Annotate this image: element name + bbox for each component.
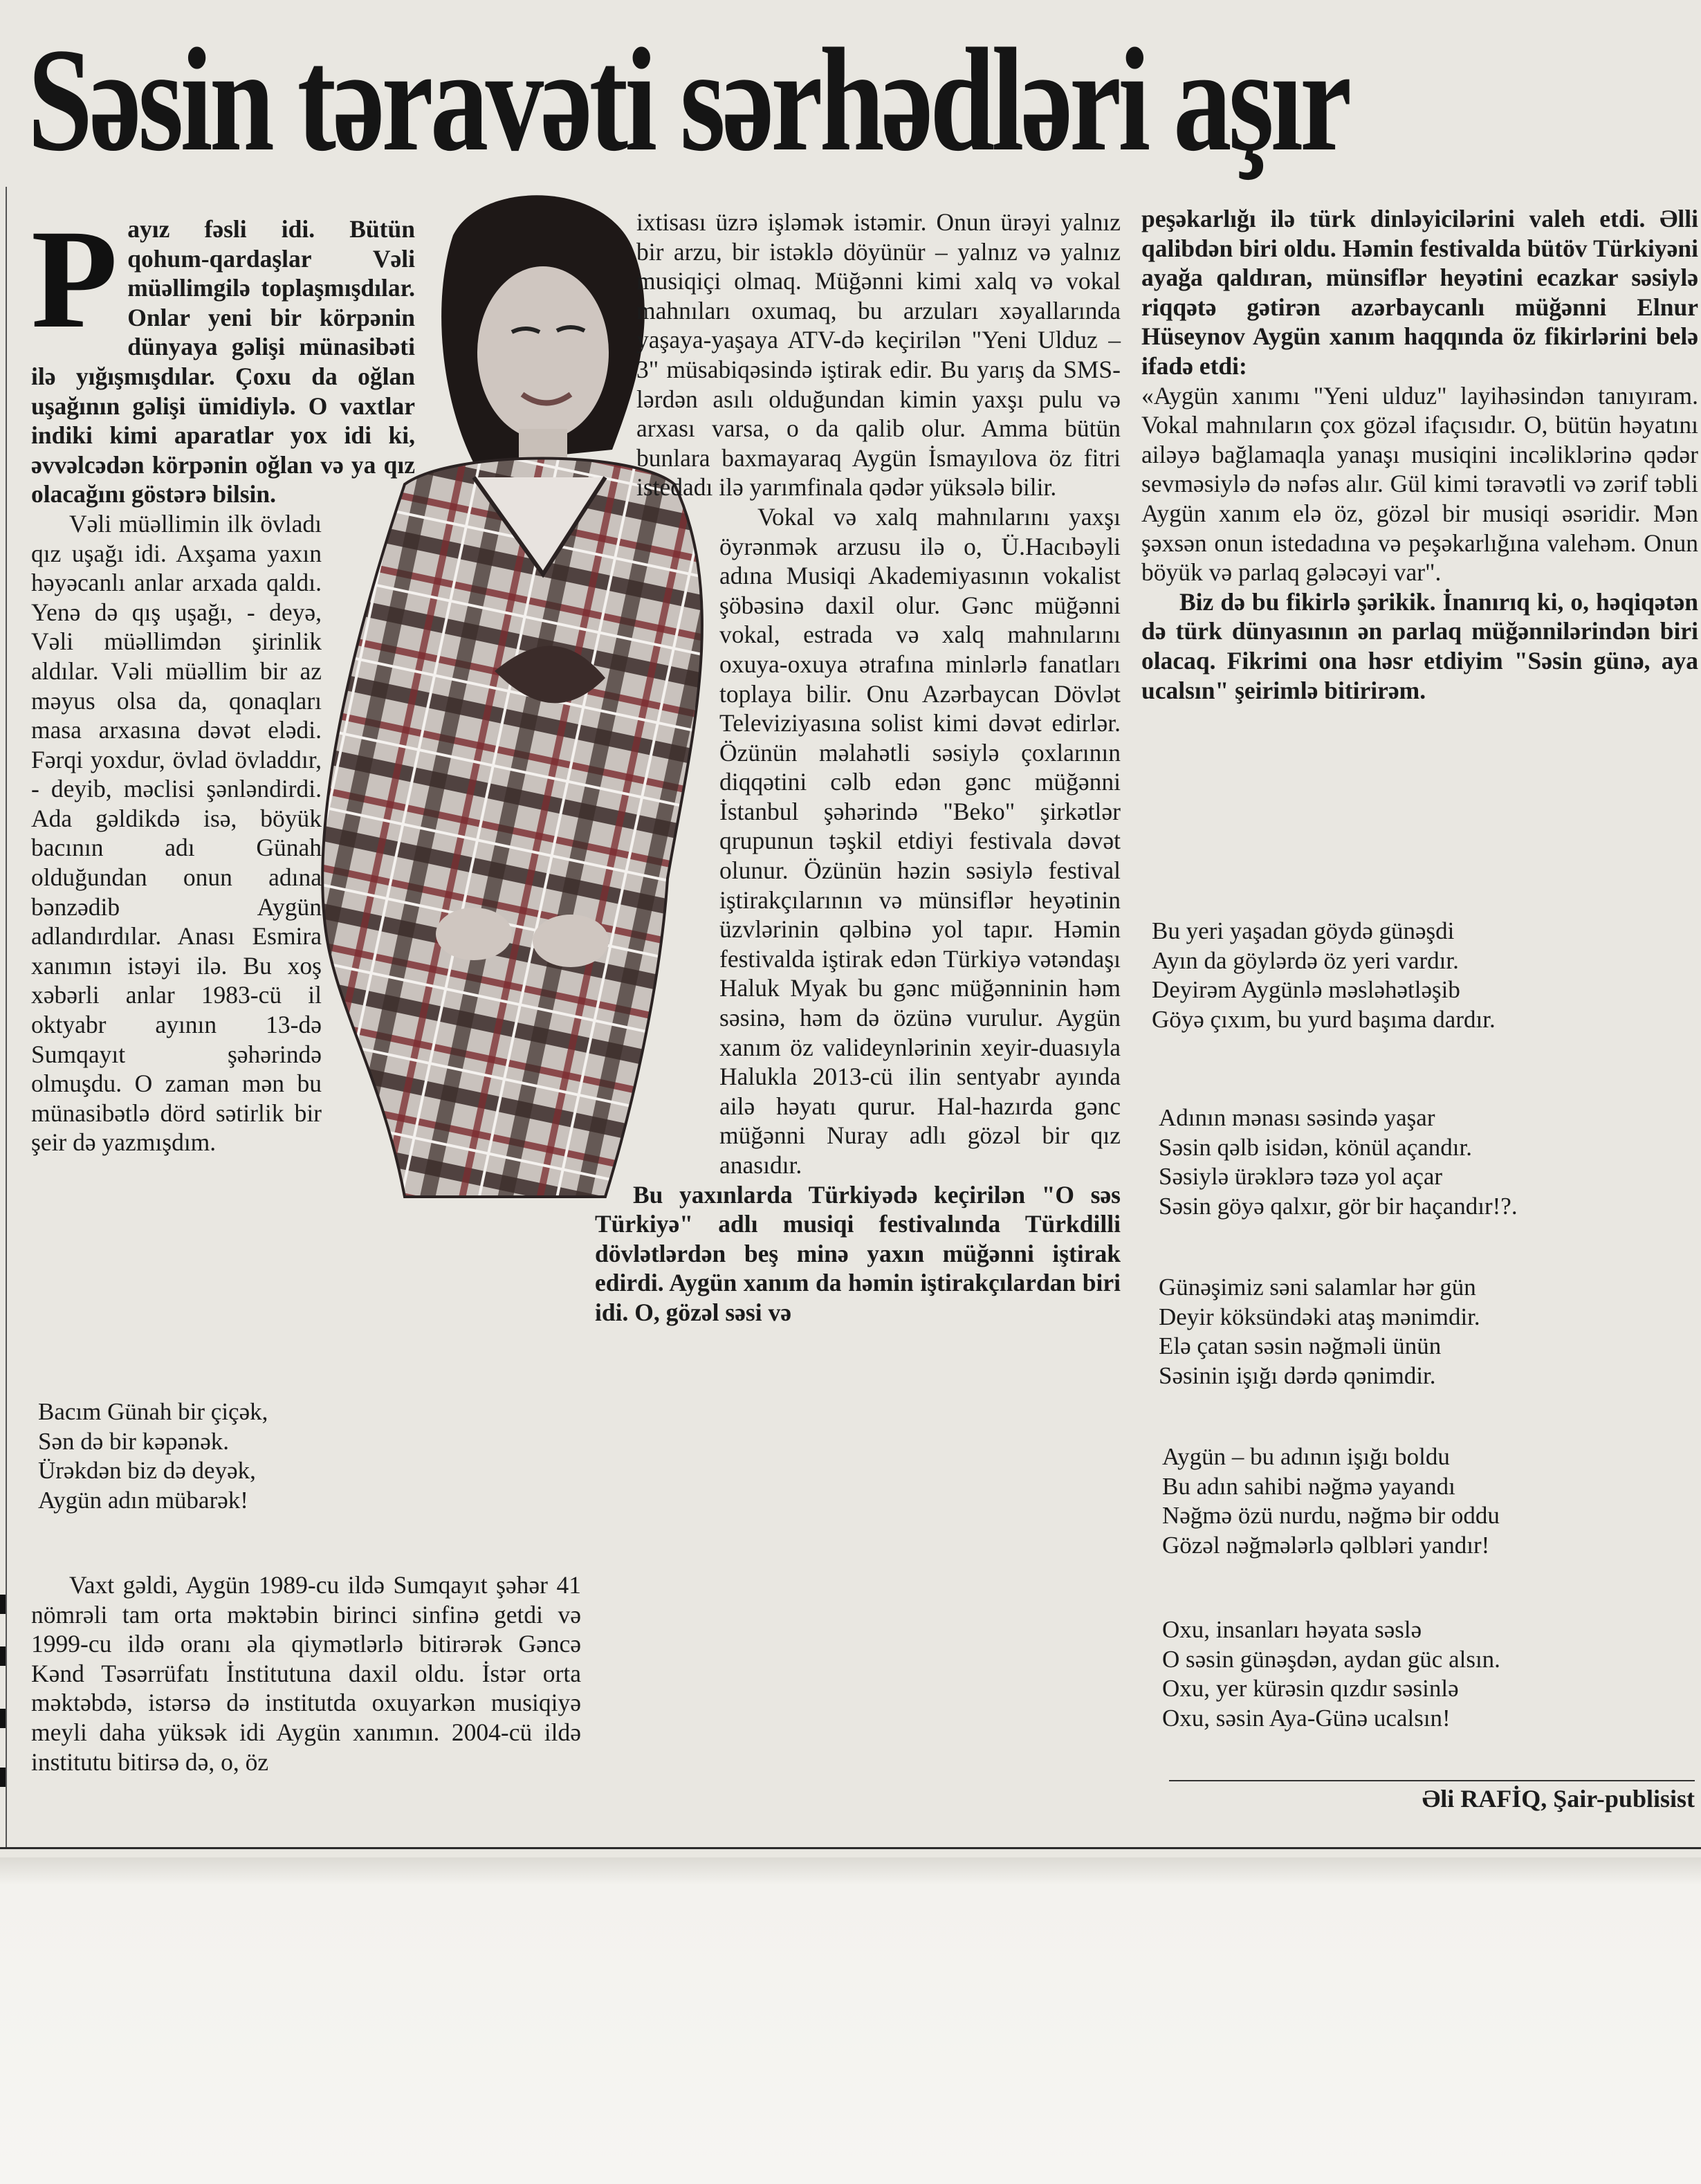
edge-mark (0, 1646, 6, 1666)
edge-mark (0, 1768, 6, 1787)
paragraph: Bu yaxınlarda Türkiyədə keçirilən "O səs Türkiyə" adlı musiqi festivalında Türkdilli dövlətlərdən beş minə yaxın müğənni iştirak edirdi. Aygün xanım da həmin iştirakçılardan biri idi. O, gözəl səsi və (595, 1180, 1121, 1326)
bottom-rule (0, 1847, 1701, 1849)
face (477, 266, 609, 439)
column-rule (6, 187, 7, 1847)
byline-rule (1169, 1780, 1695, 1781)
article-headline: Səsin təravəti sərhədləri aşır (28, 18, 1349, 182)
article-column-3 (1141, 204, 1698, 705)
poem-stanza (1159, 1103, 1518, 1221)
article-column-1-bottom (31, 1570, 581, 1777)
lead-paragraph: ayız fəsli idi. Bütün qohum-qardaşlar Vəli müəllimgilə toplaşmışdılar. Onlar yeni bir körpənin dünyaya gəlişi münasibəti ilə yığışmışdılar. Çoxu da oğlan uşağının gəlişi ümidiylə. O vaxtlar indiki kimi aparatlar yox idi ki, əvvəlcədən körpənin oğlan və ya qız olacağını göstərə bilsin. (31, 215, 415, 508)
poem-stanza (1162, 1615, 1500, 1733)
poem-line: Bacım Günah bir çiçək, (38, 1398, 268, 1425)
poem-line: Oxu, səsin Aya-Günə ucalsın! (1162, 1704, 1451, 1732)
poem-line: Deyirəm Aygünlə məsləhətləşib (1152, 976, 1460, 1003)
poem-line: Adının mənası səsində yaşar (1159, 1104, 1435, 1131)
poem-line: Sən də bir kəpənək. (38, 1427, 230, 1455)
paragraph: Vaxt gəldi, Aygün 1989-cu ildə Sumqayıt şəhər 41 nömrəli tam orta məktəbin birinci sinfinə getdi və 1999-cu ildə oranı əla qiymətlərlə bitirərək Gəncə Kənd Təsərrüfatı İnstitutuna daxil oldu. İstər orta məktəbdə, istərsə də institutda oxuyarkən musiqiyə meyli daha yüksək idi Aygün xanımın. 2004-cü ildə institutu bitirsə də, o, öz (31, 1571, 581, 1776)
poem-line: Deyir köksündəki ataş mənimdir. (1159, 1303, 1480, 1330)
poem-line: Nəğmə özü nurdu, nəğmə bir oddu (1162, 1502, 1500, 1529)
paragraph: Vokal və xalq mahnılarını yaxşı öyrənmək arzusu ilə o, Ü.Hacıbəyli adına Musiqi Akademiyasının vokalist şöbəsinə daxil olur. Gənc müğənni vokal, estrada və xalq mahnılarını oxuya-oxuya ətrafına minlərlə fanatları toplaya bilir. Onu Azərbaycan Dövlət Televiziyasına solist kimi dəvət edirlər. Özünün məlahətli səsiylə çoxlarının diqqətini cəlb edən gənc müğənni İstanbul şəhərində "Beko" şirkətlər qrupunun təşkil etdiyi festivala dəvət olunur. Özünün həzin səsiylə festival iştirakçılarının və münsiflər heyətinin üzvlərinin qəlbinə yol tapır. Həmin festivalda iştirak edən Türkiyə vətəndaşı Haluk Myak bu gənc müğənninin həm səsinə, həm də özünə vurulur. Aygün xanım öz valideynlərinin xeyir-duasıyla Halukla 2013-cü ilin sentyabr ayında ailə həyatı qurur. Hal-hazırda gənc müğənni Nuray adlı gözəl bir qız anasıdır. (719, 502, 1121, 1179)
article-column-2 (595, 208, 1121, 1328)
poem-line: Səsiylə ürəklərə təzə yol açar (1159, 1163, 1443, 1190)
edge-mark (0, 1709, 6, 1728)
paragraph: ixtisası üzrə işləmək istəmir. Onun ürəyi yalnız bir arzu, bir istəklə döyünür – yalnız və yalnız musiqiçi olmaq. Müğənni kimi xalq və vokal mahnıları oxumaq, bu arzuları xəyallarında yaşaya-yaşaya ATV-də keçirilən "Yeni Ulduz – 3" müsabiqəsində iştirak edir. Bu yarış da SMS-lərdən asılı olduğundan kimin yaxşı pulu və arxası varsa, o da qalib olur. Amma bütün bunlara baxmayaraq Aygün İsmayılova öz fitri istedadı ilə yarımfinala qədər yüksələ bilir. (636, 208, 1121, 502)
edge-mark (0, 1595, 6, 1614)
article-column-1 (31, 201, 415, 1157)
page-background (0, 1857, 1701, 2184)
author-byline: Əli RAFİQ, Şair-publisist (1422, 1785, 1695, 1813)
poem-line: Bu yeri yaşadan göydə günəşdi (1152, 917, 1455, 944)
poem-line: Səsin qəlb isidən, könül açandır. (1159, 1133, 1472, 1161)
poem-line: Ürəkdən biz də deyək, (38, 1457, 256, 1484)
drop-cap: P (31, 201, 118, 358)
poem-line: Ayın da göylərdə öz yeri vardır. (1152, 946, 1459, 974)
poem-line: Aygün adın mübarək! (38, 1486, 248, 1514)
paragraph: peşəkarlığı ilə türk dinləyicilərini valeh etdi. Əlli qalibdən biri oldu. Həmin festivalda bütöv Türkiyəni ayağa qaldıran, münsiflər heyətini ecazkar səsiylə riqqətə gətirən azərbaycanlı müğənni Elnur Hüseynov Aygün xanım haqqında öz fikirlərini belə ifadə etdi: (1141, 205, 1698, 380)
poem-line: Göyə çıxım, bu yurd başıma dardır. (1152, 1005, 1496, 1033)
poem-line: Elə çatan səsin nəğməli ünün (1159, 1332, 1442, 1359)
poem-stanza (1152, 917, 1496, 1034)
poem-line: Səsinin işığı dərdə qənimdir. (1159, 1361, 1436, 1389)
poem-line: Günəşimiz səni salamlar hər gün (1159, 1274, 1476, 1301)
poem-line: O səsin günəşdən, aydan güc alsın. (1162, 1645, 1500, 1673)
poem-line: Gözəl nəğmələrlə qəlbləri yandır! (1162, 1531, 1490, 1559)
paragraph: Vəli müəllimin ilk övladı qız uşağı idi. Axşama yaxın həyəcanlı anlar arxada qaldı. Yenə də qış uşağı, - deyə, Vəli müəllimdən şirinlik aldılar. Vəli müəllim bir az məyus olsa da, qonaqları masa arxasına dəvət elədi. Fərqi yoxdur, övlad övladdır, - deyib, məclisi şənləndirdi. Ada gəldikdə isə, böyük bacının adı Günah olduğundan onun adına bənzədib Aygün adlandırdılar. Anası Esmira xanımın istəyi ilə. Bu xoş xəbərli anlar 1983-cü il oktyabr ayının 13-də Sumqayıt şəhərində olmuşdu. O zaman mən bu münasibətlə dörd sətirlik bir şeir də yazmışdım. (31, 509, 322, 1157)
paragraph: Biz də bu fikirlə şərikik. İnanırıq ki, o, həqiqətən də türk dünyasının ən parlaq müğənnilərindən biri olacaq. Fikrimi ona həsr etdiyim "Səsin günə, aya ucalsın" şeirimlə bitirirəm. (1141, 587, 1698, 704)
poem-line: Səsin göyə qalxır, gör bir haçandır!?. (1159, 1192, 1518, 1220)
poem-line: Aygün – bu adının işığı boldu (1162, 1443, 1450, 1470)
poem-line: Oxu, yer kürəsin qızdır səsinlə (1162, 1675, 1459, 1702)
quote-paragraph: «Aygün xanımı "Yeni ulduz" layihəsindən tanıyıram. Vokal mahnıların çox gözəl ifaçısıdır. O, bütün həyatını ailəyə bağlamaqla yanaşı musiqini incəliklərinə qədər sevməsiylə də nəfəs alır. Gül kimi təravətli və zərif təbli Aygün xanım elə öz, gözəl bir musiqi əsəridir. Mən şəxsən onun istedadına və peşəkarlığına valehəm. Onun böyük və parlaq gələcəyi var". (1141, 381, 1698, 587)
poem-stanza (1162, 1442, 1500, 1560)
poem-line: Oxu, insanları həyata səslə (1162, 1616, 1422, 1643)
poem-line: Bu adın sahibi nəğmə yayandı (1162, 1472, 1455, 1500)
poem-stanza (1159, 1273, 1480, 1391)
poem-stanza (38, 1397, 268, 1515)
